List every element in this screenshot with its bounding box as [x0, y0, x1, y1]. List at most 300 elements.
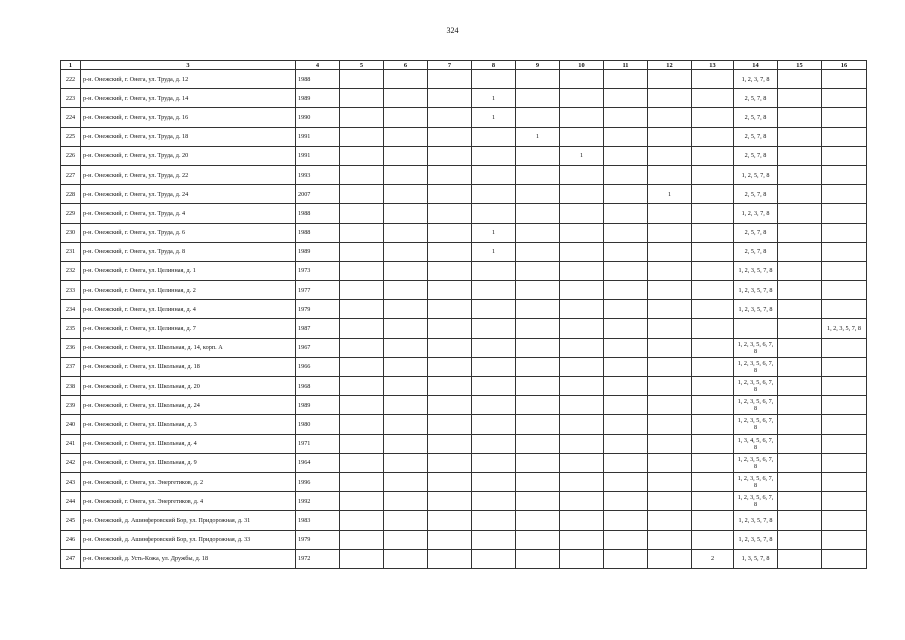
row-number: 245 — [61, 511, 81, 530]
col7-cell — [428, 242, 472, 261]
col14-cell: 2, 5, 7, 8 — [734, 242, 778, 261]
col16-cell — [822, 453, 867, 472]
col11-cell — [604, 549, 648, 568]
col12-cell — [648, 453, 692, 472]
col8-cell — [472, 127, 516, 146]
col7-cell — [428, 472, 472, 491]
col5-cell — [340, 165, 384, 184]
address-cell: р-н. Онежский, д. Ашинферовский Бор, ул. Придорожная, д. 31 — [81, 511, 296, 530]
address-cell: р-н. Онежский, г. Онега, ул. Школьная, д. 3 — [81, 415, 296, 434]
row-number: 225 — [61, 127, 81, 146]
row-number: 237 — [61, 357, 81, 376]
col7-cell — [428, 89, 472, 108]
col7-cell — [428, 357, 472, 376]
col7-cell — [428, 261, 472, 280]
col14-cell: 1, 2, 3, 5, 6, 7, 8 — [734, 396, 778, 415]
col14-cell — [734, 319, 778, 338]
col13-cell — [692, 338, 734, 357]
table-row — [61, 146, 867, 165]
col5-cell — [340, 242, 384, 261]
col5-cell — [340, 281, 384, 300]
col16-cell — [822, 511, 867, 530]
col16-cell — [822, 530, 867, 549]
col13-cell — [692, 357, 734, 376]
column-header: 5 — [340, 61, 384, 70]
col10-cell — [560, 165, 604, 184]
address-cell: р-н. Онежский, г. Онега, ул. Энергетиков, д. 2 — [81, 472, 296, 491]
year-cell: 1964 — [296, 453, 340, 472]
col13-cell — [692, 434, 734, 453]
col13-cell — [692, 453, 734, 472]
col10-cell — [560, 319, 604, 338]
column-header: 14 — [734, 61, 778, 70]
col6-cell — [384, 108, 428, 127]
year-cell: 1968 — [296, 377, 340, 396]
col14-cell: 1, 2, 3, 5, 7, 8 — [734, 300, 778, 319]
col11-cell — [604, 453, 648, 472]
col5-cell — [340, 357, 384, 376]
col6-cell — [384, 434, 428, 453]
col7-cell — [428, 185, 472, 204]
col14-cell: 1, 2, 3, 5, 6, 7, 8 — [734, 338, 778, 357]
col12-cell — [648, 146, 692, 165]
year-cell: 1971 — [296, 434, 340, 453]
col7-cell — [428, 108, 472, 127]
col10-cell — [560, 338, 604, 357]
col16-cell — [822, 185, 867, 204]
col12-cell — [648, 281, 692, 300]
year-cell: 1989 — [296, 242, 340, 261]
year-cell: 1988 — [296, 204, 340, 223]
col16-cell — [822, 204, 867, 223]
col8-cell — [472, 377, 516, 396]
page-number: 324 — [446, 26, 459, 35]
col16-cell — [822, 472, 867, 491]
col12-cell — [648, 242, 692, 261]
col11-cell — [604, 396, 648, 415]
col16-cell — [822, 549, 867, 568]
col13-cell — [692, 261, 734, 280]
col5-cell — [340, 511, 384, 530]
col11-cell — [604, 472, 648, 491]
col12-cell — [648, 472, 692, 491]
col9-cell — [516, 377, 560, 396]
col6-cell — [384, 511, 428, 530]
col8-cell — [472, 185, 516, 204]
col13-cell — [692, 472, 734, 491]
col7-cell — [428, 223, 472, 242]
col12-cell — [648, 89, 692, 108]
col11-cell — [604, 108, 648, 127]
col9-cell — [516, 281, 560, 300]
col16-cell — [822, 89, 867, 108]
col8-cell — [472, 281, 516, 300]
table-row — [61, 165, 867, 184]
table-row — [61, 108, 867, 127]
col13-cell — [692, 223, 734, 242]
row-number: 233 — [61, 281, 81, 300]
col10-cell — [560, 127, 604, 146]
col11-cell — [604, 415, 648, 434]
col8-cell: 1 — [472, 223, 516, 242]
address-cell: р-н. Онежский, г. Онега, ул. Целинная, д. 2 — [81, 281, 296, 300]
row-number: 239 — [61, 396, 81, 415]
col14-cell: 1, 2, 3, 5, 7, 8 — [734, 530, 778, 549]
header-row — [61, 61, 867, 70]
column-header: 16 — [822, 61, 867, 70]
col5-cell — [340, 453, 384, 472]
col8-cell — [472, 549, 516, 568]
col9-cell — [516, 204, 560, 223]
col11-cell — [604, 338, 648, 357]
col9-cell — [516, 472, 560, 491]
data-table — [60, 60, 867, 569]
col13-cell — [692, 146, 734, 165]
col10-cell: 1 — [560, 146, 604, 165]
table-row — [61, 396, 867, 415]
row-number: 222 — [61, 70, 81, 89]
col6-cell — [384, 357, 428, 376]
col13-cell — [692, 415, 734, 434]
col15-cell — [778, 530, 822, 549]
column-header: 13 — [692, 61, 734, 70]
column-header: 10 — [560, 61, 604, 70]
table-row — [61, 357, 867, 376]
col11-cell — [604, 377, 648, 396]
column-header: 7 — [428, 61, 472, 70]
col6-cell — [384, 319, 428, 338]
col8-cell — [472, 511, 516, 530]
row-number: 226 — [61, 146, 81, 165]
col5-cell — [340, 319, 384, 338]
col6-cell — [384, 261, 428, 280]
col10-cell — [560, 108, 604, 127]
col13-cell — [692, 242, 734, 261]
row-number: 246 — [61, 530, 81, 549]
year-cell: 1980 — [296, 415, 340, 434]
col8-cell — [472, 300, 516, 319]
address-cell: р-н. Онежский, г. Онега, ул. Школьная, д. 24 — [81, 396, 296, 415]
col5-cell — [340, 185, 384, 204]
year-cell: 1989 — [296, 396, 340, 415]
address-cell: р-н. Онежский, г. Онега, ул. Целинная, д. 1 — [81, 261, 296, 280]
col11-cell — [604, 223, 648, 242]
col10-cell — [560, 415, 604, 434]
col6-cell — [384, 300, 428, 319]
col6-cell — [384, 204, 428, 223]
col8-cell — [472, 204, 516, 223]
column-header: 12 — [648, 61, 692, 70]
col6-cell — [384, 281, 428, 300]
table-row — [61, 530, 867, 549]
address-cell: р-н. Онежский, г. Онега, ул. Труда, д. 4 — [81, 204, 296, 223]
col6-cell — [384, 146, 428, 165]
col7-cell — [428, 127, 472, 146]
address-cell: р-н. Онежский, д. Ашинферовский Бор, ул. Придорожная, д. 33 — [81, 530, 296, 549]
col13-cell — [692, 319, 734, 338]
col12-cell — [648, 223, 692, 242]
col8-cell — [472, 338, 516, 357]
col15-cell — [778, 453, 822, 472]
col5-cell — [340, 415, 384, 434]
col11-cell — [604, 492, 648, 511]
col6-cell — [384, 492, 428, 511]
col12-cell — [648, 338, 692, 357]
table-row — [61, 223, 867, 242]
col7-cell — [428, 319, 472, 338]
col8-cell — [472, 146, 516, 165]
col16-cell: 1, 2, 3, 5, 7, 8 — [822, 319, 867, 338]
col7-cell — [428, 415, 472, 434]
col15-cell — [778, 185, 822, 204]
col11-cell — [604, 70, 648, 89]
col15-cell — [778, 165, 822, 184]
table-row — [61, 319, 867, 338]
col7-cell — [428, 453, 472, 472]
col13-cell — [692, 165, 734, 184]
col15-cell — [778, 70, 822, 89]
col6-cell — [384, 242, 428, 261]
col8-cell: 1 — [472, 89, 516, 108]
col10-cell — [560, 549, 604, 568]
col9-cell — [516, 89, 560, 108]
col16-cell — [822, 415, 867, 434]
column-header: 3 — [81, 61, 296, 70]
table-row — [61, 511, 867, 530]
col16-cell — [822, 434, 867, 453]
col7-cell — [428, 146, 472, 165]
year-cell: 1966 — [296, 357, 340, 376]
table-row — [61, 281, 867, 300]
col16-cell — [822, 242, 867, 261]
address-cell: р-н. Онежский, г. Онега, ул. Труда, д. 12 — [81, 70, 296, 89]
col8-cell — [472, 434, 516, 453]
col9-cell — [516, 530, 560, 549]
col9-cell — [516, 511, 560, 530]
address-cell: р-н. Онежский, г. Онега, ул. Целинная, д. 4 — [81, 300, 296, 319]
col5-cell — [340, 338, 384, 357]
row-number: 234 — [61, 300, 81, 319]
col13-cell — [692, 108, 734, 127]
col7-cell — [428, 300, 472, 319]
col8-cell — [472, 70, 516, 89]
col5-cell — [340, 70, 384, 89]
year-cell: 1989 — [296, 89, 340, 108]
col5-cell — [340, 89, 384, 108]
table-row — [61, 127, 867, 146]
col12-cell — [648, 377, 692, 396]
col5-cell — [340, 396, 384, 415]
col15-cell — [778, 89, 822, 108]
column-header: 15 — [778, 61, 822, 70]
column-header: 4 — [296, 61, 340, 70]
address-cell: р-н. Онежский, г. Онега, ул. Труда, д. 22 — [81, 165, 296, 184]
col12-cell — [648, 511, 692, 530]
col14-cell: 2, 5, 7, 8 — [734, 223, 778, 242]
col9-cell — [516, 300, 560, 319]
col9-cell — [516, 70, 560, 89]
col9-cell — [516, 261, 560, 280]
col9-cell — [516, 434, 560, 453]
col10-cell — [560, 472, 604, 491]
col15-cell — [778, 338, 822, 357]
col15-cell — [778, 511, 822, 530]
col13-cell — [692, 89, 734, 108]
row-number: 229 — [61, 204, 81, 223]
col6-cell — [384, 185, 428, 204]
address-cell: р-н. Онежский, д. Усть-Кожа, ул. Дружбы, д. 18 — [81, 549, 296, 568]
col5-cell — [340, 530, 384, 549]
address-cell: р-н. Онежский, г. Онега, ул. Энергетиков, д. 4 — [81, 492, 296, 511]
col12-cell — [648, 396, 692, 415]
row-number: 240 — [61, 415, 81, 434]
year-cell: 1993 — [296, 165, 340, 184]
row-number: 243 — [61, 472, 81, 491]
address-cell: р-н. Онежский, г. Онега, ул. Школьная, д. 4 — [81, 434, 296, 453]
col11-cell — [604, 357, 648, 376]
row-number: 242 — [61, 453, 81, 472]
col11-cell — [604, 89, 648, 108]
column-header: 11 — [604, 61, 648, 70]
col8-cell: 1 — [472, 108, 516, 127]
col10-cell — [560, 281, 604, 300]
table-row — [61, 89, 867, 108]
col5-cell — [340, 492, 384, 511]
col11-cell — [604, 434, 648, 453]
col13-cell — [692, 511, 734, 530]
col5-cell — [340, 204, 384, 223]
year-cell: 1977 — [296, 281, 340, 300]
year-cell: 1990 — [296, 108, 340, 127]
col15-cell — [778, 377, 822, 396]
col8-cell — [472, 261, 516, 280]
col10-cell — [560, 434, 604, 453]
row-number: 238 — [61, 377, 81, 396]
row-number: 232 — [61, 261, 81, 280]
col10-cell — [560, 70, 604, 89]
table-row — [61, 492, 867, 511]
col14-cell: 1, 2, 3, 5, 7, 8 — [734, 281, 778, 300]
col11-cell — [604, 242, 648, 261]
col10-cell — [560, 530, 604, 549]
col14-cell: 1, 2, 3, 7, 8 — [734, 70, 778, 89]
year-cell: 1967 — [296, 338, 340, 357]
col7-cell — [428, 338, 472, 357]
address-cell: р-н. Онежский, г. Онега, ул. Труда, д. 6 — [81, 223, 296, 242]
col15-cell — [778, 146, 822, 165]
col5-cell — [340, 261, 384, 280]
column-header: 9 — [516, 61, 560, 70]
col14-cell: 1, 2, 3, 5, 6, 7, 8 — [734, 415, 778, 434]
col10-cell — [560, 453, 604, 472]
col12-cell — [648, 300, 692, 319]
col15-cell — [778, 281, 822, 300]
col12-cell — [648, 319, 692, 338]
address-cell: р-н. Онежский, г. Онега, ул. Труда, д. 8 — [81, 242, 296, 261]
col15-cell — [778, 492, 822, 511]
col12-cell — [648, 549, 692, 568]
col7-cell — [428, 281, 472, 300]
row-number: 224 — [61, 108, 81, 127]
col9-cell — [516, 396, 560, 415]
col6-cell — [384, 338, 428, 357]
row-number: 231 — [61, 242, 81, 261]
table-row — [61, 338, 867, 357]
year-cell: 1988 — [296, 70, 340, 89]
col9-cell — [516, 108, 560, 127]
col9-cell — [516, 146, 560, 165]
col7-cell — [428, 165, 472, 184]
col13-cell — [692, 530, 734, 549]
col13-cell — [692, 396, 734, 415]
col16-cell — [822, 338, 867, 357]
table-row — [61, 434, 867, 453]
col16-cell — [822, 281, 867, 300]
table-row — [61, 204, 867, 223]
table-row — [61, 549, 867, 568]
col13-cell — [692, 492, 734, 511]
table-row — [61, 70, 867, 89]
col8-cell — [472, 415, 516, 434]
col9-cell — [516, 492, 560, 511]
table-row — [61, 242, 867, 261]
col6-cell — [384, 165, 428, 184]
col14-cell: 2, 5, 7, 8 — [734, 89, 778, 108]
address-cell: р-н. Онежский, г. Онега, ул. Труда, д. 18 — [81, 127, 296, 146]
year-cell: 2007 — [296, 185, 340, 204]
col9-cell — [516, 185, 560, 204]
col11-cell — [604, 185, 648, 204]
year-cell: 1991 — [296, 146, 340, 165]
year-cell: 1972 — [296, 549, 340, 568]
col12-cell — [648, 492, 692, 511]
col16-cell — [822, 223, 867, 242]
col5-cell — [340, 434, 384, 453]
col13-cell: 2 — [692, 549, 734, 568]
col14-cell: 1, 2, 3, 5, 6, 7, 8 — [734, 453, 778, 472]
col12-cell — [648, 204, 692, 223]
col10-cell — [560, 357, 604, 376]
col16-cell — [822, 357, 867, 376]
col13-cell — [692, 281, 734, 300]
table-row — [61, 377, 867, 396]
address-cell: р-н. Онежский, г. Онега, ул. Труда, д. 20 — [81, 146, 296, 165]
col12-cell — [648, 261, 692, 280]
col11-cell — [604, 319, 648, 338]
col16-cell — [822, 165, 867, 184]
col13-cell — [692, 204, 734, 223]
col16-cell — [822, 377, 867, 396]
col16-cell — [822, 396, 867, 415]
col16-cell — [822, 108, 867, 127]
col7-cell — [428, 204, 472, 223]
table-row — [61, 415, 867, 434]
col7-cell — [428, 530, 472, 549]
col9-cell — [516, 453, 560, 472]
column-header: 8 — [472, 61, 516, 70]
table-row — [61, 453, 867, 472]
row-number: 244 — [61, 492, 81, 511]
col15-cell — [778, 434, 822, 453]
col15-cell — [778, 261, 822, 280]
col10-cell — [560, 492, 604, 511]
col13-cell — [692, 377, 734, 396]
col14-cell: 1, 2, 3, 7, 8 — [734, 204, 778, 223]
col9-cell — [516, 338, 560, 357]
col14-cell: 1, 3, 4, 5, 6, 7, 8 — [734, 434, 778, 453]
col6-cell — [384, 472, 428, 491]
col15-cell — [778, 300, 822, 319]
